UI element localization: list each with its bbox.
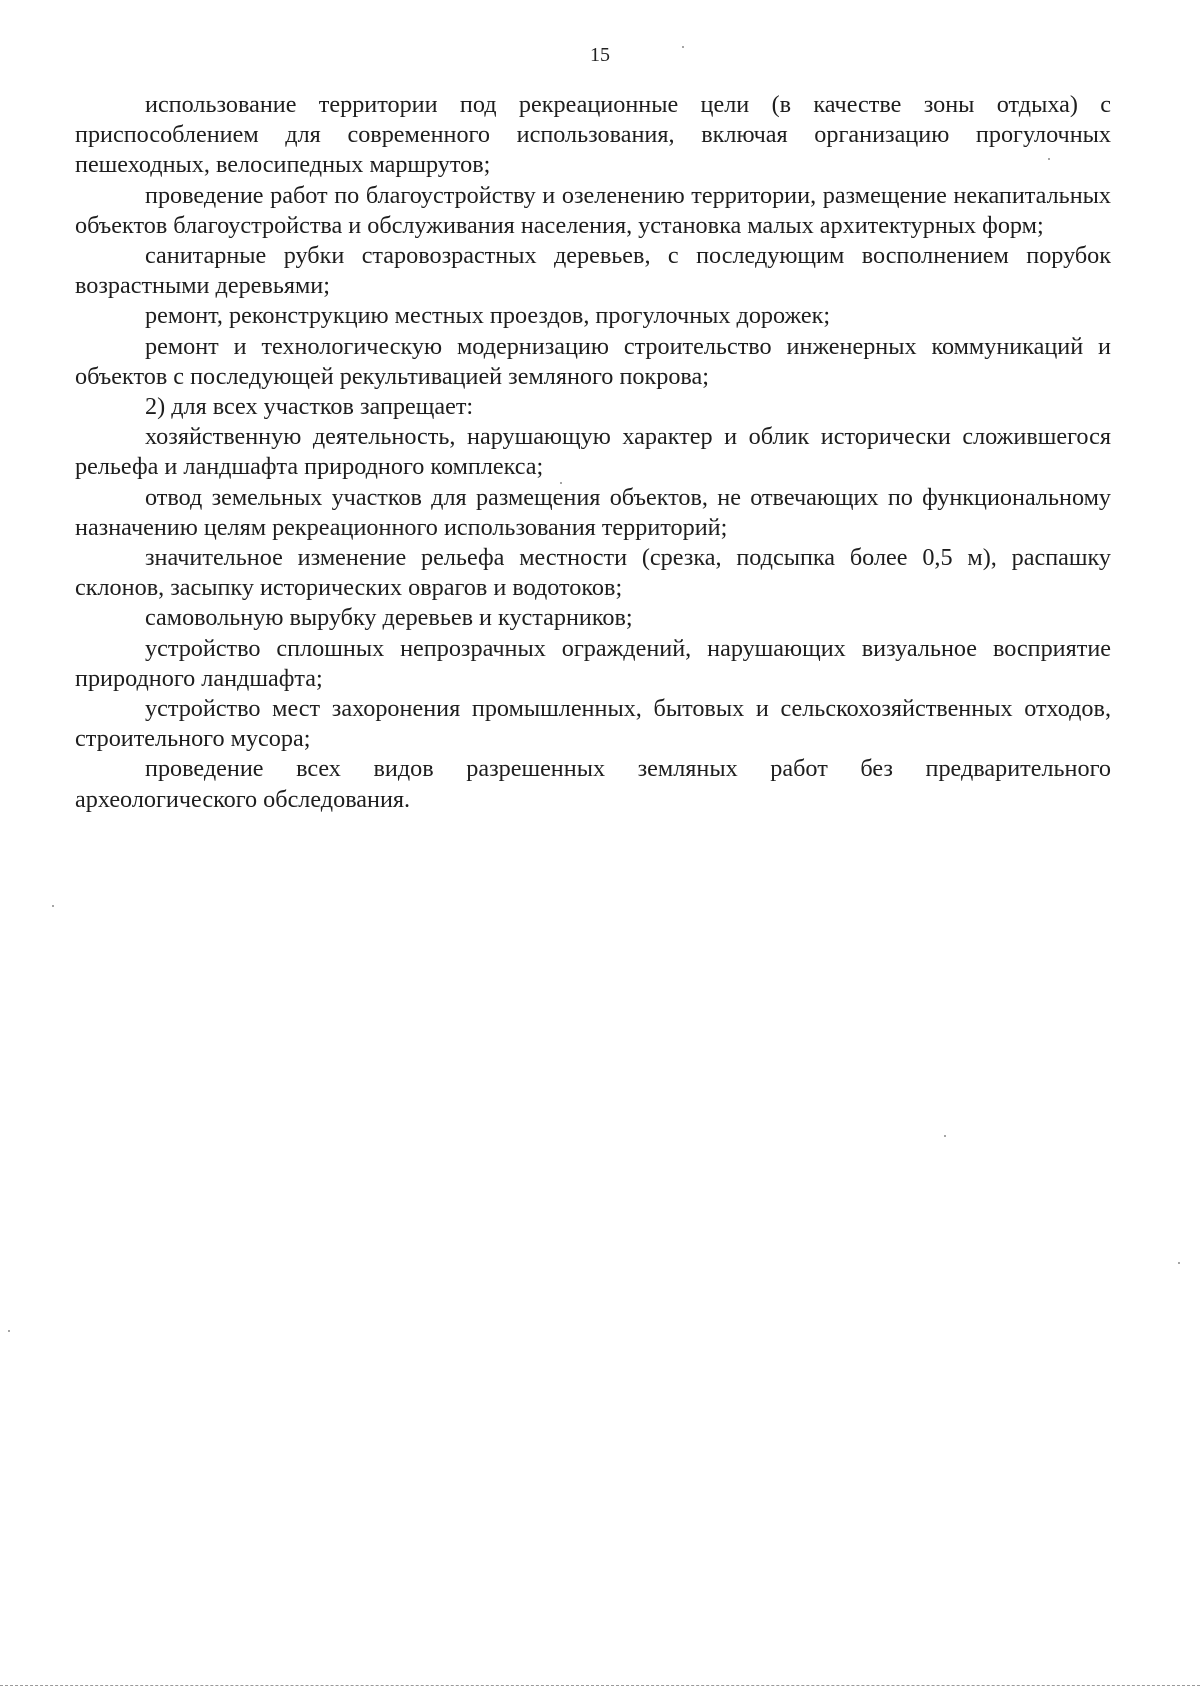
- paragraph: ремонт и технологическую модернизацию строительство инженерных коммуникаций и объектов с последующей рекультивацией земляного покрова;: [75, 332, 1111, 390]
- paragraph: отвод земельных участков для размещения объектов, не отвечающих по функциональному назначению целям рекреационного использования территорий;: [75, 483, 1111, 541]
- paragraph: хозяйственную деятельность, нарушающую характер и облик исторически сложившегося рельефа и ландшафта природного комплекса;: [75, 423, 1111, 481]
- paragraph: ремонт, реконструкцию местных проездов, прогулочных дорожек;: [145, 302, 831, 330]
- scan-speck: [944, 1135, 946, 1137]
- document-body: [75, 90, 1111, 815]
- paragraph: проведение работ по благоустройству и озеленению территории, размещение некапитальных объектов благоустройства и обслуживания населения, установка малых архитектурных форм;: [75, 181, 1111, 239]
- scan-speck: [1048, 158, 1050, 160]
- paragraph: использование территории под рекреационные цели (в качестве зоны отдыха) с приспособлением для современного использования, включая организацию прогулочных пешеходных, велосипедных маршрутов;: [75, 91, 1111, 179]
- scan-speck: [1178, 1262, 1180, 1264]
- scan-speck: [560, 482, 562, 484]
- paragraph: 2) для всех участков запрещает:: [145, 393, 474, 421]
- scan-edge-line: [0, 1685, 1200, 1686]
- paragraph: значительное изменение рельефа местности (срезка, подсыпка более 0,5 м), распашку склонов, засыпку исторических оврагов и водотоков;: [75, 544, 1111, 602]
- page-number: 15: [590, 44, 610, 66]
- scan-speck: [682, 46, 684, 48]
- paragraph: устройство сплошных непрозрачных ограждений, нарушающих визуальное восприятие природного ландшафта;: [75, 634, 1111, 692]
- scan-speck: [8, 1330, 10, 1332]
- paragraph: санитарные рубки старовозрастных деревьев, с последующим восполнением порубок возрастными деревьями;: [75, 242, 1111, 300]
- paragraph: самовольную вырубку деревьев и кустарников;: [145, 604, 633, 632]
- paragraph: проведение всех видов разрешенных земляных работ без предварительного археологического обследования.: [75, 755, 1111, 813]
- paragraph: устройство мест захоронения промышленных, бытовых и сельскохозяйственных отходов, строительного мусора;: [75, 695, 1111, 753]
- scan-speck: [52, 905, 54, 907]
